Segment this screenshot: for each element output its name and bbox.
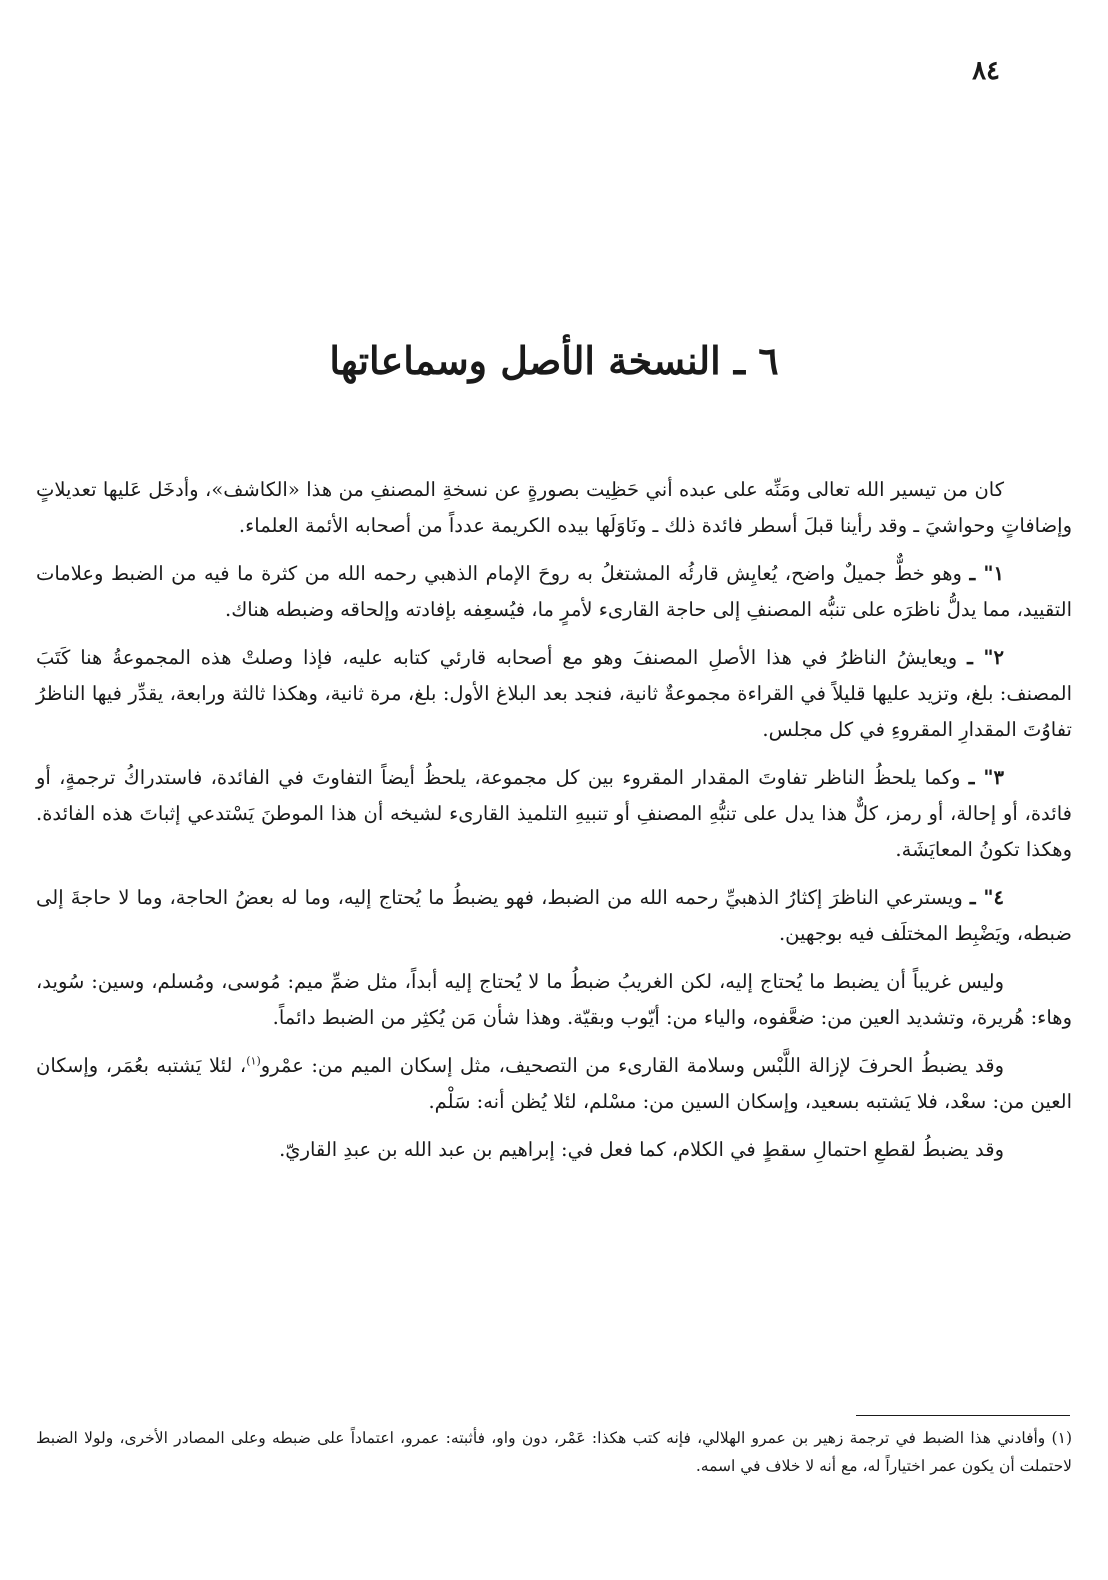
paragraph-text: ويسترعي الناظرَ إكثارُ الذهبيِّ رحمه الله من الضبط، فهو يضبطُ ما يُحتاج إليه، وما له بعضُ الحاجة، وما لا حاجةَ إلى ضبطه، ويَضْبِط المختلَف فيه بوجهين.: [36, 886, 1072, 945]
footnote: (١) وأفادني هذا الضبط في ترجمة زهير بن عمرو الهلالي، فإنه كتب هكذا: عَمْر، دون واو، فأثبته: عمرو، اعتماداً على ضبطه وعلى المصادر الأخرى، ولولا الضبط لاحتملت أن يكون عمر اختياراً له، مع أنه لا خلاف في اسمه.: [36, 1429, 1073, 1475]
paragraph-text: وكما يلحظُ الناظر تفاوتَ المقدار المقروء بين كل مجموعة، يلحظُ أيضاً التفاوتَ في الفائدة، فاستدراكُ ترجمةٍ، أو فائدة، أو إحالة، أو رمز، كلٌّ هذا يدل على تنبُّهِ المصنفِ أو تنبيهِ التلميذ القارىء لشيخه أن هذا الموطنَ يَسْتدعي إثباتَ هذه الفائدة. وهكذا تكونُ المعايَشَة.: [36, 766, 1072, 861]
paragraph-text: وقد يضبطُ لقطعِ احتمالِ سقطٍ في الكلام، كما فعل في: إبراهيم بن عبد الله بن عبدِ القاريّ.: [279, 1138, 1004, 1161]
paragraph-text: وقد يضبطُ الحرفَ لإزالة اللَّبْس وسلامة القارىء من التصحيف، مثل إسكان الميم من: عمْرو: [260, 1054, 1004, 1077]
paragraph-text: ، لئلا يَشتبه بعُمَر، وإسكان العين من: سعْد، فلا يَشتبه بسعيد، وإسكان السين من: مسْلم، لئلا يُظن أنه: سَلْم.: [36, 1054, 1072, 1113]
paragraph-text: وهو خطٌّ جميلٌ واضح، يُعايِش قارئُه المشتغلُ به روحَ الإمام الذهبي رحمه الله من كثرة ما فيه من الضبط وعلامات التقييد، مما يدلُّ ناظرَه على تنبُّه المصنفِ إلى حاجة القارىء لأمرٍ ما، فيُسعِفه بإفادته وإلحاقه وضبطه هناك.: [36, 562, 1072, 621]
paragraph-text: ويعايشُ الناظرُ في هذا الأصلِ المصنفَ وهو مع أصحابه قارئي كتابه عليه، فإذا وصلتْ هذه المجموعةُ هنا كَتَبَ المصنف: بلغ، وتزيد عليها قليلاً في القراءة مجموعةٌ ثانية، فنجد بعد البلاغ الأول: بلغ، مرة ثانية، وهكذا ثالثة ورابعة، يقدِّر فيها الناظرُ تفاوُتَ المقدارِ المقروءِ في كل مجلس.: [36, 646, 1072, 741]
paragraph-point-1: [36, 556, 1072, 628]
paragraph-point-4: [36, 880, 1072, 952]
point-number: ١" ـ: [969, 562, 1004, 585]
footnote-reference: (١): [246, 1054, 261, 1068]
paragraph-disambiguation: [36, 1048, 1072, 1120]
point-number: ٤" ـ: [969, 886, 1004, 909]
paragraph-unusual-vowelling: [36, 964, 1072, 1036]
point-number: ٢" ـ: [967, 646, 1004, 669]
footnote-divider: [856, 1415, 1070, 1416]
paragraph-point-2: [36, 640, 1072, 748]
chapter-title: ٦ ـ النسخة الأصل وسماعاتها: [329, 338, 779, 383]
paragraph-intro: [36, 472, 1072, 544]
page-number: ٨٤: [972, 56, 1000, 86]
paragraph-text: وليس غريباً أن يضبط ما يُحتاج إليه، لكن الغريبُ ضبطُ ما لا يُحتاج إليه أبداً، مثل ضمِّ ميم: مُوسى، ومُسلم، وسين: سُويد، وهاء: هُريرة، وتشديد العين من: ضعَّفوه، والياء من: أيّوب وبقيّة. وهذا شأن مَن يُكثِر من الضبط دائماً.: [36, 970, 1072, 1029]
point-number: ٣" ـ: [968, 766, 1004, 789]
paragraph-omission: [36, 1132, 1072, 1168]
paragraph-text: كان من تيسير الله تعالى ومَنِّه على عبده أني حَظِيت بصورةٍ عن نسخةِ المصنفِ من هذا «الكاشف»، وأدخَل عَليها تعديلاتٍ وإضافاتٍ وحواشيَ ـ وقد رأينا قبلَ أسطر فائدة ذلك ـ ونَاوَلَها بيده الكريمة عدداً من أصحابه الأئمة العلماء.: [36, 478, 1072, 537]
body-text: [36, 472, 1072, 1180]
paragraph-point-3: [36, 760, 1072, 868]
